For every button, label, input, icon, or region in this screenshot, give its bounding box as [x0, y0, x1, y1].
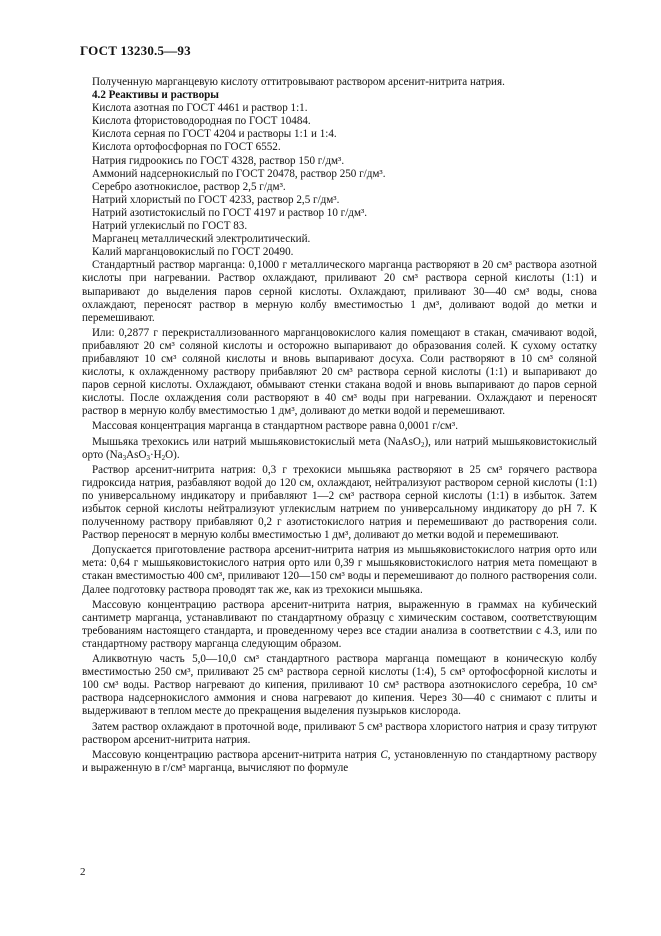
arsenic-subscript: 2 — [420, 440, 425, 449]
allowed-preparation-paragraph: Допускается приготовление раствора арсенит-нитрита натрия из мышьяковистокислого натрия орто или мета: 0,64 г мышьяковистокислого натрия орто или 0,39 г мышьяковистокислого натрия мета помещают в стакан вместимостью 400 см³, приливают 120—150 см³ воды и перемешивают до полного растворения соли. Далее подготовку раствора проводят так же, как из трехокиси мышьяка. — [82, 544, 597, 596]
arsenic-subscript: 3 — [122, 453, 127, 462]
arsenic-text-c: AsO — [126, 448, 147, 461]
arsenic-subscript: 2 — [161, 453, 166, 462]
reagent-item: Натрия гидроокись по ГОСТ 4328, раствор 150 г/дм³. — [92, 154, 345, 167]
document-body — [82, 76, 597, 775]
reagent-item: Натрий углекислый по ГОСТ 83. — [92, 220, 248, 233]
aliquot-paragraph: Аликвотную часть 5,0—10,0 см³ стандартного раствора марганца помещают в коническую колбу вместимостью 250 см³, приливают 25 см³ раствора серной кислоты (1:4), 5 см³ ортофосфорной кислоты и 100 см³ воды. Раствор нагревают до кипения, приливают 10 см³ раствора азотнокислого серебра, 10 см³ раствора надсернокислого аммония и снова нагревают до кипения. Через 30—40 с снимают с плиты и выдерживают в теплом месте до прекращения выделения пузырьков кислорода. — [82, 653, 597, 718]
reagent-item: Натрий хлористый по ГОСТ 4233, раствор 2,5 г/дм³. — [92, 193, 340, 206]
document-header: ГОСТ 13230.5—93 — [80, 43, 191, 58]
reagent-item: Кислота фтористоводородная по ГОСТ 10484. — [92, 115, 311, 128]
arsenic-text-d: ·H — [149, 448, 162, 461]
formula-intro-paragraph — [82, 749, 597, 775]
arsenic-text-a: Мышьяка трехокись или натрий мышьяковистокислый мета (NaAsO — [92, 435, 421, 448]
page-number: 2 — [80, 866, 86, 878]
intro-paragraph: Полученную марганцевую кислоту оттитровывают раствором арсенит-нитрита натрия. — [92, 76, 505, 88]
reagent-item: Калий марганцовокислый по ГОСТ 20490. — [92, 246, 294, 259]
reagents-list — [82, 102, 597, 259]
arsenic-subscript: 3 — [146, 453, 150, 462]
reagent-item: Серебро азотнокислое, раствор 2,5 г/дм³. — [92, 180, 286, 193]
reagent-item: Кислота азотная по ГОСТ 4461 и раствор 1:1. — [92, 102, 308, 115]
concentration-paragraph: Массовая концентрация марганца в стандартном растворе равна 0,0001 г/см³. — [92, 420, 459, 433]
reagent-item: Кислота ортофосфорная по ГОСТ 6552. — [92, 141, 281, 154]
section-title: 4.2 Реактивы и растворы — [92, 89, 219, 102]
cooling-paragraph: Затем раствор охлаждают в проточной воде, приливают 5 см³ раствора хлористого натрия и сразу титруют раствором арсенит-нитрита натрия. — [82, 720, 597, 746]
mass-concentration-paragraph: Массовую концентрацию раствора арсенит-нитрита натрия, выраженную в граммах на кубический сантиметр марганца, устанавливают по стандартному образцу с химическим составом, соответствующим требованиям настоящего стандарта, и проведенному через все стадии анализа в соответствии с 4.3, или по стандартному раствору марганца следующим образом. — [82, 598, 597, 650]
reagent-item: Марганец металлический электролитический. — [92, 233, 311, 246]
arsenic-text-b: ), или натрий мышьяковистокислый орто (Na — [82, 435, 597, 461]
formula-variable: C — [380, 748, 388, 761]
formula-text-b: , установленную по стандартному раствору и выраженную в г/см³ марганца, вычисляют по формуле — [82, 748, 597, 774]
standard-solution-paragraph: Стандартный раствор марганца: 0,1000 г металлического марганца растворяют в 20 см³ раствора азотной кислоты при нагревании. Раствор охлаждают, приливают 20 см³ раствора серной кислоты (1:1) и выпаривают до выделения паров серной кислоты. Охлаждают, приливают 30—40 см³ воды, снова охлаждают, переносят раствор в мерную колбу вместимостью 1 дм³, доливают водой до метки и перемешивают. — [82, 259, 597, 324]
reagent-item: Натрий азотистокислый по ГОСТ 4197 и раствор 10 г/дм³. — [92, 206, 368, 219]
reagent-item: Аммоний надсернокислый по ГОСТ 20478, раствор 250 г/дм³. — [92, 167, 386, 180]
arsenic-reagent-paragraph — [82, 436, 597, 462]
reagent-item: Кислота серная по ГОСТ 4204 и растворы 1:1 и 1:4. — [92, 128, 337, 141]
arsenite-solution-paragraph: Раствор арсенит-нитрита натрия: 0,3 г трехокиси мышьяка растворяют в 25 см³ горячего раствора гидроксида натрия, разбавляют водой до 120 см, охлаждают, нейтрализуют раствором серной кислоты (1:1) по универсальному индикатору и прибавляют 1—2 см³ раствора серной кислоты (1:1) в избыток. Затем избыток серной кислоты нейтрализуют углекислым натрием по универсальному индикатору до pH 7. К полученному раствору прибавляют 0,2 г азотистокислого натрия и перемешивают до растворения соли. Раствор переносят в мерную колбы вместимостью 1 дм³, доливают до метки водой и перемешивают. — [82, 463, 597, 542]
alternative-preparation-paragraph: Или: 0,2877 г перекристаллизованного марганцовокислого калия помещают в стакан, смачивают водой, прибавляют 20 см³ соляной кислоты и осторожно выпаривают до образования солей. К сухому остатку прибавляют 10 см³ соляной кислоты и вновь выпаривают досуха. Соли растворяют в 10 см³ соляной кислоты, к охлажденному раствору прибавляют 20 см³ раствора серной кислоты (1:1) и выпаривают до паров серной кислоты. Охлаждают, обмывают стенки стакана водой и вновь выпаривают до паров серной кислоты. После охлаждения соли растворяют в 40 см³ воды при нагревании. Охлаждают и переносят раствор в мерную колбу вместимостью 1 дм³, доливают до метки водой и перемешивают. — [82, 326, 597, 418]
formula-text-a: Массовую концентрацию раствора арсенит-нитрита натрия — [92, 748, 381, 761]
arsenic-text-e: O). — [165, 448, 180, 461]
